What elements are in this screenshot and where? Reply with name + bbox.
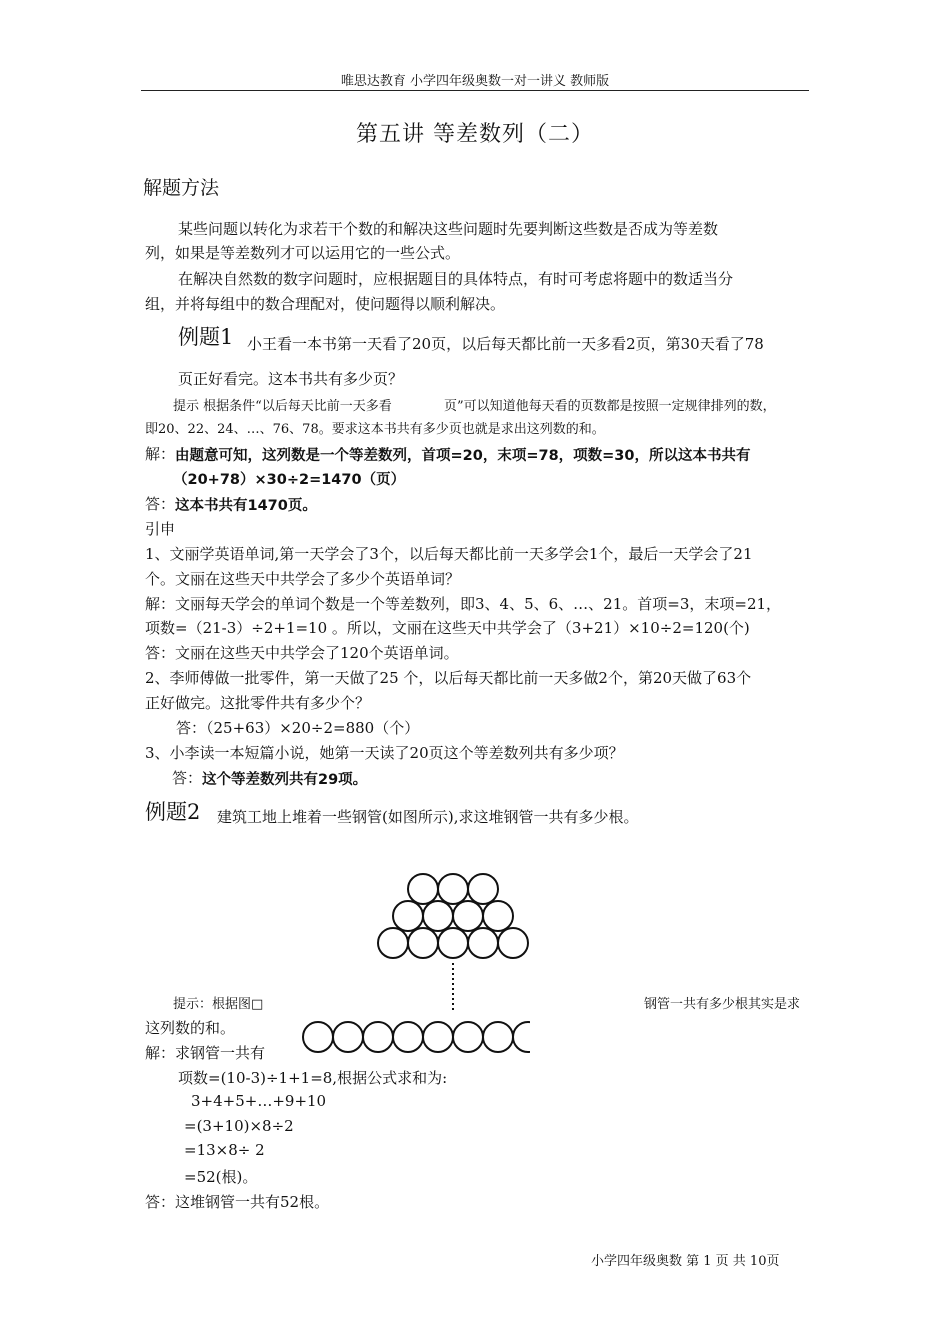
pipe-row-bottom-pipe: [423, 1022, 453, 1052]
example2-solution-line-1: 项数=(10-3)÷1+1=8,根据公式求和为:: [178, 1069, 448, 1087]
pipe-row-bottom-pipe: [333, 1022, 363, 1052]
example2-answer: 答：这堆钢管一共有52根。: [145, 1193, 330, 1211]
example2-solution-line-4: =13×8÷ 2: [184, 1141, 265, 1159]
pipe-row-third-pipe: [408, 928, 438, 958]
extension-a3: 这个等差数列共有29项。: [202, 772, 368, 788]
example1-answer: 这本书共有1470页。: [175, 498, 317, 514]
example2-label: 例题2: [145, 800, 201, 824]
example1-solution-2: （20+78）×30÷2=1470（页）: [173, 472, 406, 488]
example1-hint-1a: 提示 根据条件“以后每天比前一天多看: [173, 399, 392, 414]
pipe-row-bottom-pipe: [363, 1022, 393, 1052]
example2-solution-left: 解：求钢管一共有: [145, 1044, 266, 1062]
pipe-row-second-pipe: [393, 901, 423, 931]
example2-question: 建筑工地上堆着一些钢管(如图所示),求这堆钢管一共有多少根。: [217, 808, 639, 826]
page-header: 唯思达教育 小学四年级奥数一对一讲义 教师版: [340, 74, 610, 89]
example2-solution-line-2: 3+4+5+…+9+10: [191, 1092, 327, 1110]
example1-label: 例题1: [178, 325, 234, 349]
section-heading: 解题方法: [143, 177, 220, 199]
example1-answer-prefix: 答：: [145, 495, 176, 513]
pipe-row-bottom-pipe: [513, 1022, 530, 1052]
pipe-row-bottom-pipe: [483, 1022, 513, 1052]
pipe-row-bottom-pipe: [393, 1022, 423, 1052]
extension-s1-line-2: 项数=（21-3）÷2+1=10 。所以，文丽在这些天中共学会了（3+21）×10÷2=120(个): [145, 619, 750, 637]
example2-hint-right: 钢管一共有多少根其实是求: [644, 997, 801, 1012]
extension-q3: 3、小李读一本短篇小说，她第一天读了20页这个等差数列共有多少项？: [145, 744, 624, 762]
intro-line-1: 某些问题以转化为求若干个数的和解决这些问题时先要判断这些数是否成为等差数: [178, 220, 719, 238]
steel-pipe-figure: [290, 860, 530, 1060]
intro-line-3: 在解决自然数的数字问题时，应根据题目的具体特点，有时可考虑将题中的数适当分: [178, 270, 734, 288]
extension-q1-line-2: 个。文丽在这些天中共学会了多少个英语单词？: [145, 570, 461, 588]
example2-hint-line-2: 这列数的和。: [145, 1019, 236, 1037]
pipe-row-top-pipe: [438, 874, 468, 904]
pipe-row-second-pipe: [423, 901, 453, 931]
pipe-row-bottom-pipe: [453, 1022, 483, 1052]
example2-hint-left: 提示：根据图□: [173, 997, 264, 1012]
extension-a1: 答：文丽在这些天中共学会了120个英语单词。: [145, 644, 459, 662]
example1-question-1: 小王看一本书第一天看了20页，以后每天都比前一天多看2页，第30天看了78: [247, 335, 764, 353]
example1-question-2: 页正好看完。这本书共有多少页？: [178, 370, 404, 388]
example1-hint-2: 即20、22、24、…、76、78。要求这本书共有多少页也就是求出这列数的和。: [145, 422, 605, 437]
page-footer: 小学四年级奥数 第 1 页 共 10页: [591, 1254, 780, 1269]
pipe-row-third-pipe: [438, 928, 468, 958]
pipe-row-second-pipe: [453, 901, 483, 931]
pipe-row-third-pipe: [468, 928, 498, 958]
pipe-row-top-pipe: [408, 874, 438, 904]
pipe-row-third-pipe: [498, 928, 528, 958]
extension-a2: 答：（25+63）×20÷2=880（个）: [176, 719, 420, 737]
example1-solution-1: 由题意可知，这列数是一个等差数列，首项=20，末项=78，项数=30，所以这本书共有: [175, 448, 751, 464]
example1-hint-1b: 页”可以知道他每天看的页数都是按照一定规律排列的数，: [444, 399, 776, 414]
example2-solution-line-3: =(3+10)×8÷2: [184, 1117, 294, 1135]
extension-label: 引申: [145, 520, 176, 538]
pipe-row-second-pipe: [483, 901, 513, 931]
example1-solution-prefix: 解：: [145, 445, 176, 463]
pipe-row-third-pipe: [378, 928, 408, 958]
extension-q2-line-2: 正好做完。这批零件共有多少个？: [145, 694, 371, 712]
intro-line-4: 组，并将每组中的数合理配对，使问题得以顺利解决。: [145, 295, 506, 313]
extension-a3-prefix: 答：: [172, 769, 203, 787]
extension-q1-line-1: 1、文丽学英语单词,第一天学会了3个，以后每天都比前一天多学会1个，最后一天学会了21: [145, 545, 753, 563]
pipe-row-top-pipe: [468, 874, 498, 904]
lesson-title: 第五讲 等差数列（二）: [356, 122, 594, 147]
intro-line-2: 列，如果是等差数列才可以运用它的一些公式。: [145, 244, 461, 262]
example2-solution-line-5: =52(根)。: [184, 1168, 258, 1186]
pipe-row-bottom-pipe: [303, 1022, 333, 1052]
extension-q2-line-1: 2、李师傅做一批零件，第一天做了25 个，以后每天都比前一天多做2个，第20天做了63个: [145, 669, 752, 687]
header-rule: [141, 90, 809, 91]
extension-s1-line-1: 解：文丽每天学会的单词个数是一个等差数列，即3、4、5、6、…、21。首项=3，末项=21，: [145, 595, 782, 613]
